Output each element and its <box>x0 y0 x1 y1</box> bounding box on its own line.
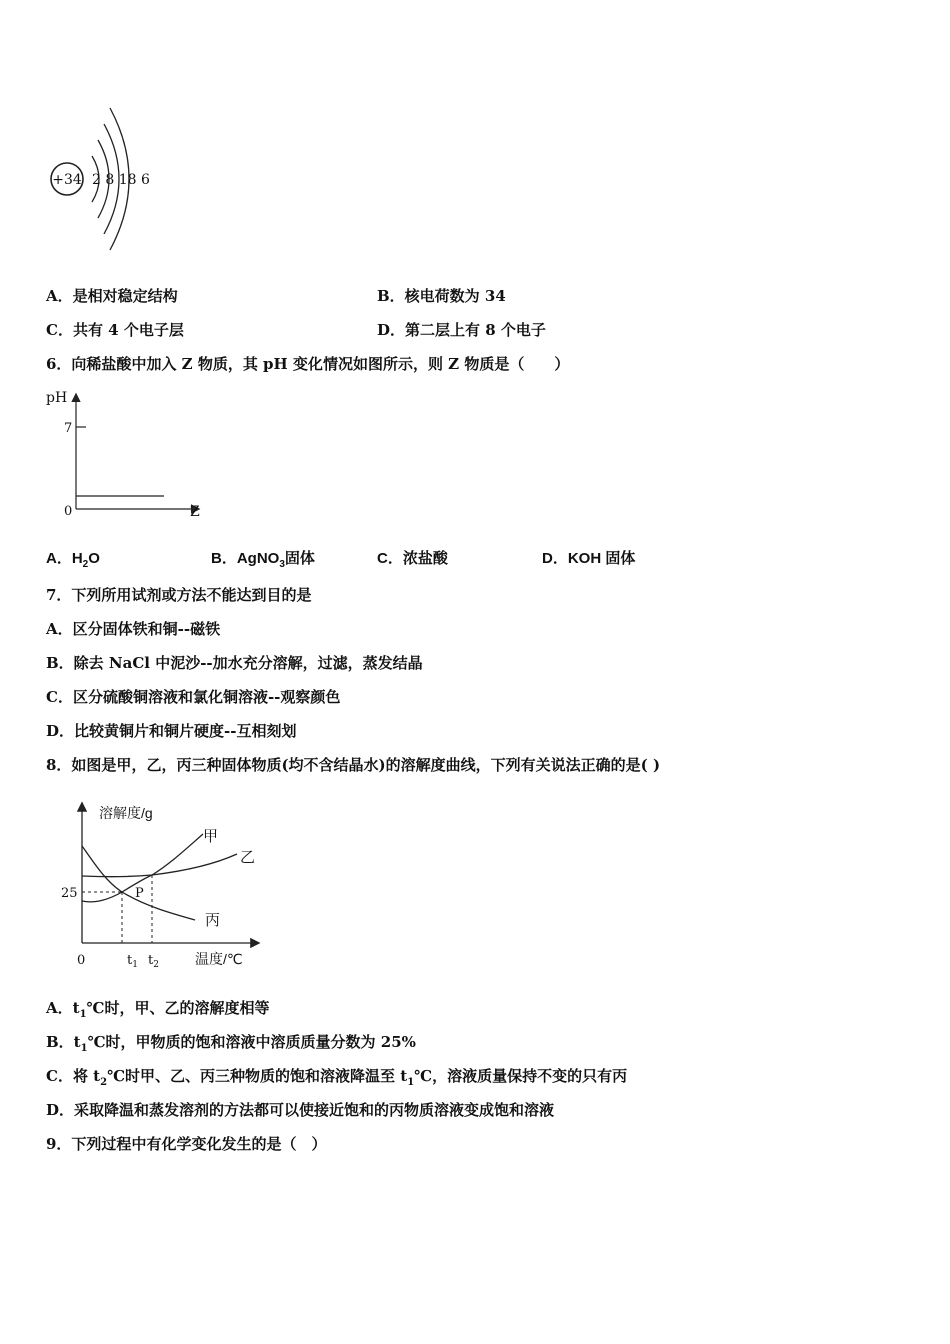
solubility-y-label: 溶解度/g <box>99 805 153 821</box>
q5-option-b[interactable]: B．核电荷数为 34 <box>377 287 506 305</box>
t2-label-sub: 2 <box>153 960 159 970</box>
solubility-y25-label: 25 <box>61 886 78 901</box>
q6-option-a-prefix: A．H <box>46 550 83 567</box>
q6-option-b-prefix: B．AgNO <box>211 550 280 567</box>
solubility-origin: 0 <box>77 953 86 968</box>
q6-option-b[interactable] <box>211 549 315 575</box>
ph-origin-label: 0 <box>64 504 73 519</box>
q8-option-b-pre: B．t <box>46 1033 81 1051</box>
atom-structure-diagram <box>40 100 160 260</box>
q6-option-a[interactable] <box>46 549 100 575</box>
curve-bing-label: 丙 <box>205 912 221 929</box>
curve-jia-label: 甲 <box>203 828 219 845</box>
q5-option-d[interactable]: D．第二层上有 8 个电子 <box>377 321 546 339</box>
q8-option-d[interactable]: D．采取降温和蒸发溶剂的方法都可以使接近饱和的丙物质溶液变成饱和溶液 <box>46 1101 555 1119</box>
q7-option-b[interactable]: B．除去 NaCl 中泥沙--加水充分溶解，过滤，蒸发结晶 <box>46 654 423 672</box>
shell-electron-counts: 2 8 18 6 <box>92 172 150 188</box>
q8-option-b-sub: 1 <box>80 1043 88 1054</box>
t2-label <box>148 953 159 970</box>
q5-option-c[interactable]: C．共有 4 个电子层 <box>46 321 184 339</box>
ph-graph <box>40 385 220 525</box>
q8-option-c-sub: 2 <box>100 1077 108 1088</box>
ph-axis-label: pH <box>46 390 68 406</box>
q8-option-c-sub2: 1 <box>407 1077 415 1088</box>
q9-stem: 9．下列过程中有化学变化发生的是（ ） <box>46 1135 327 1153</box>
q5-option-a[interactable]: A．是相对稳定结构 <box>46 287 178 305</box>
curve-bing <box>82 846 195 920</box>
z-axis-label: Z <box>190 504 200 520</box>
q8-option-c[interactable] <box>46 1066 627 1093</box>
q8-option-c-pre: C．将 t <box>46 1067 101 1085</box>
q7-option-a[interactable]: A．区分固体铁和铜--磁铁 <box>46 620 221 638</box>
solubility-x-label: 温度/℃ <box>195 951 243 967</box>
q8-option-a-pre: A．t <box>46 999 80 1017</box>
q8-option-a[interactable] <box>46 998 270 1025</box>
curve-yi-label: 乙 <box>240 849 256 866</box>
q6-option-d[interactable]: D．KOH 固体 <box>542 550 636 567</box>
curve-yi <box>82 854 237 877</box>
q6-option-b-sub: 3 <box>279 559 285 570</box>
point-p-label: P <box>135 886 144 901</box>
q8-option-c-mid: ℃时甲、乙、丙三种物质的饱和溶液降温至 t <box>107 1067 408 1085</box>
q6-option-c[interactable]: C．浓盐酸 <box>377 550 448 567</box>
q7-option-c[interactable]: C．区分硫酸铜溶液和氯化铜溶液--观察颜色 <box>46 688 341 706</box>
q8-option-b[interactable] <box>46 1032 416 1059</box>
q8-option-b-post: ℃时，甲物质的饱和溶液中溶质质量分数为 25% <box>87 1033 416 1051</box>
t1-label-sub: 1 <box>132 960 138 970</box>
q8-option-a-sub: 1 <box>79 1009 87 1020</box>
q8-option-a-post: ℃时，甲、乙的溶解度相等 <box>86 999 270 1017</box>
q8-option-c-post: ℃，溶液质量保持不变的只有丙 <box>414 1067 628 1085</box>
q7-option-d[interactable]: D．比较黄铜片和铜片硬度--互相刻划 <box>46 722 297 740</box>
nucleus-charge: +34 <box>52 172 82 188</box>
t1-label <box>127 953 138 970</box>
solubility-graph <box>55 796 270 976</box>
q7-stem: 7．下列所用试剂或方法不能达到目的是 <box>46 586 312 604</box>
t2-label-main: t <box>148 953 154 968</box>
t1-label-main: t <box>127 953 133 968</box>
ph-tick-7-label: 7 <box>64 421 73 436</box>
q8-stem: 8．如图是甲，乙，丙三种固体物质(均不含结晶水)的溶解度曲线，下列有关说法正确的是( ) <box>46 756 661 774</box>
q6-stem: 6．向稀盐酸中加入 Z 物质，其 pH 变化情况如图所示，则 Z 物质是（ ） <box>46 355 570 373</box>
q6-option-a-suffix: O <box>88 550 100 567</box>
q6-option-b-suffix: 固体 <box>284 550 315 567</box>
q6-option-a-sub: 2 <box>82 559 89 570</box>
